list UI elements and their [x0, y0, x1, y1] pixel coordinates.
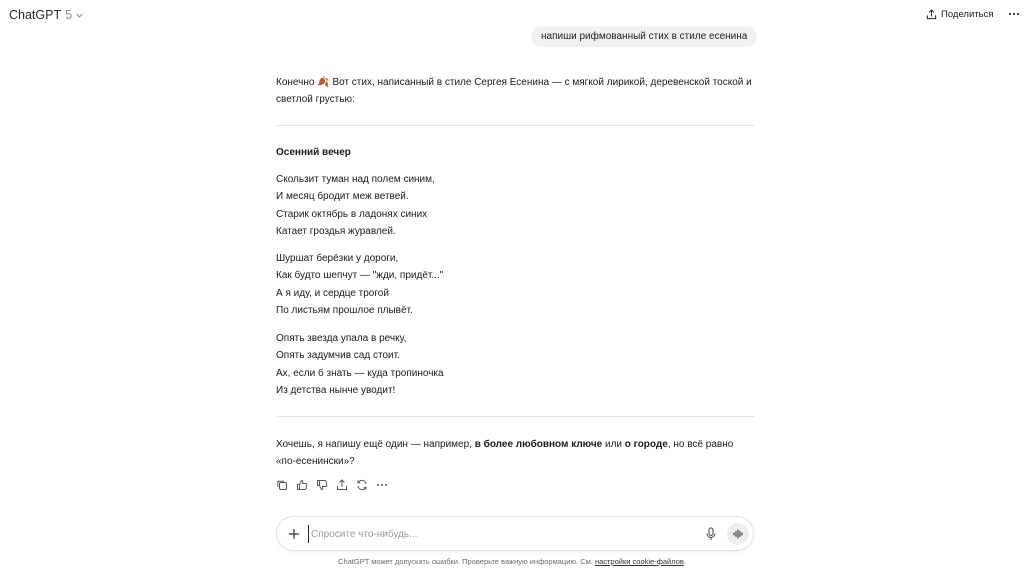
plus-icon[interactable] — [287, 527, 301, 541]
poem-line: Катает гроздья журавлей. — [276, 226, 396, 238]
poem-line: Опять задумчив сад стоит. — [276, 350, 400, 362]
chevron-down-icon — [75, 11, 84, 20]
good-response-button[interactable] — [296, 479, 308, 491]
user-message: напиши рифмованный стих в стиле есенина — [531, 26, 757, 47]
followup-part: или — [602, 439, 625, 450]
model-version: 5 — [65, 8, 73, 22]
followup-part: , но всё равно «по-есенински»? — [276, 439, 734, 467]
poem-stanza — [276, 250, 443, 320]
poem-line: Скользит туман над полем синим, — [276, 174, 435, 185]
voice-mode-button[interactable] — [727, 523, 749, 545]
poem-line: По листьям прошлое плывёт. — [276, 305, 413, 317]
poem-line: И месяц бродит меж ветвей. — [276, 191, 409, 203]
model-selector[interactable] — [9, 8, 84, 22]
copy-button[interactable] — [276, 479, 288, 491]
poem-line: Из детства нынче уводит! — [276, 385, 396, 397]
cookie-settings-link[interactable]: настройки cookie-файлов — [594, 557, 684, 566]
thumbs-up-icon — [296, 479, 308, 491]
top-bar — [0, 0, 1024, 32]
poem-line: Как будто шепчут — "жди, придёт..." — [276, 270, 444, 282]
poem-line: Шуршат берёзки у дороги, — [276, 253, 399, 264]
poem-stanza — [276, 330, 444, 400]
more-icon — [376, 479, 388, 491]
disclaimer-end: . — [683, 557, 686, 566]
followup-bold: в более любовном ключе — [474, 439, 603, 450]
disclaimer — [0, 557, 1024, 566]
divider — [276, 125, 754, 126]
composer — [276, 516, 754, 551]
poem-line: Ах, если б знать — куда тропиночка — [276, 367, 444, 379]
more-actions-button[interactable] — [376, 479, 388, 491]
more-icon — [1008, 12, 1020, 16]
share-icon — [926, 9, 937, 20]
divider — [276, 416, 754, 417]
prompt-input[interactable] — [308, 525, 688, 543]
poem-line: А я иду, и сердце трогой — [276, 287, 389, 299]
microphone-icon[interactable] — [705, 527, 717, 541]
assistant-message — [276, 74, 754, 467]
regenerate-button[interactable] — [356, 479, 368, 491]
answer-intro: Конечно 🍂 Вот стих, написанный в стиле Сергея Есенина — с мягкой лирикой, деревенской тоской и светлой грустью: — [276, 77, 752, 105]
poem-line: Старик октябрь в ладонях синих — [276, 208, 428, 220]
waveform-icon — [733, 529, 743, 539]
regenerate-icon — [356, 479, 368, 491]
poem-title: Осенний вечер — [276, 147, 351, 158]
share-message-button[interactable] — [336, 479, 348, 491]
poem-line: Опять звезда упала в речку, — [276, 333, 407, 344]
followup-bold: о городе — [624, 439, 668, 450]
message-actions — [276, 479, 396, 491]
model-name: ChatGPT — [9, 8, 62, 22]
poem-stanza — [276, 171, 435, 241]
followup-part: Хочешь, я напишу ещё один — например, — [276, 439, 475, 450]
copy-icon — [276, 479, 288, 491]
thumbs-down-icon — [316, 479, 328, 491]
share-label: Поделиться — [941, 9, 994, 20]
followup-text — [276, 436, 754, 470]
bad-response-button[interactable] — [316, 479, 328, 491]
share-button[interactable] — [926, 9, 993, 20]
more-options-button[interactable] — [1007, 7, 1021, 21]
share-icon — [336, 479, 348, 491]
disclaimer-text: ChatGPT может допускать ошибки. Проверьте важную информацию. См. — [338, 557, 595, 566]
